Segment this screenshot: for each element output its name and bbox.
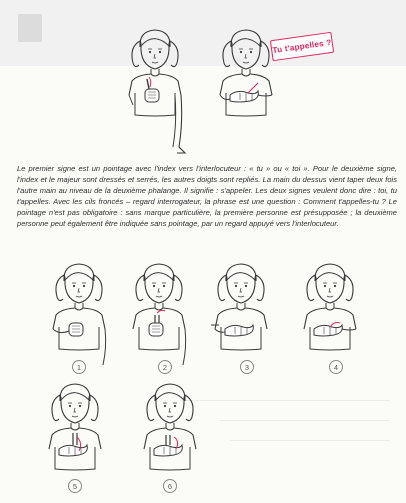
step-number-6: 6 [163,479,177,493]
step-number-5: 5 [68,479,82,493]
step-figure-3 [206,262,276,370]
step-figure-6 [135,382,205,490]
rule-line [230,440,390,441]
step-number-2: 2 [158,360,172,374]
figure-pointing-you [120,28,190,156]
step-figure-5 [40,382,110,490]
step-number-1: 1 [72,360,86,374]
question-bubble: Tu t'appelles ? [270,32,334,61]
step-number-3: 3 [240,360,254,374]
explanation-paragraph: Le premier signe est un pointage avec l'index vers l'interlocuteur : « tu » ou « toi ». Pour le deuxième signe, l'index et le majeur sont dressés et serrés, les autres doigts sont repliés. La main du dessus vient taper deux fois l'autre main au niveau de la deuxième phalange. Il signifie : s'appeler. Les deux signes veulent donc dire : toi, tu t'appelles. Avec les cils froncés – regard interrogateur, la phrase est une question : Comment t'appelles-tu ? Le pointage n'est pas obligatoire : sans marque particulière, la première personne est présupposée ; la deuxième personne peut également être indiquée sans pointage, par un regard appuyé vers l'interlocuteur. [17,164,397,228]
header-band [0,0,406,66]
chapter-tab [18,14,42,42]
rule-line [180,400,390,401]
step-figure-4 [295,262,365,370]
step-number-4: 4 [329,360,343,374]
rule-line [220,420,390,421]
step-figure-1 [44,262,114,370]
step-figure-2 [124,262,194,370]
